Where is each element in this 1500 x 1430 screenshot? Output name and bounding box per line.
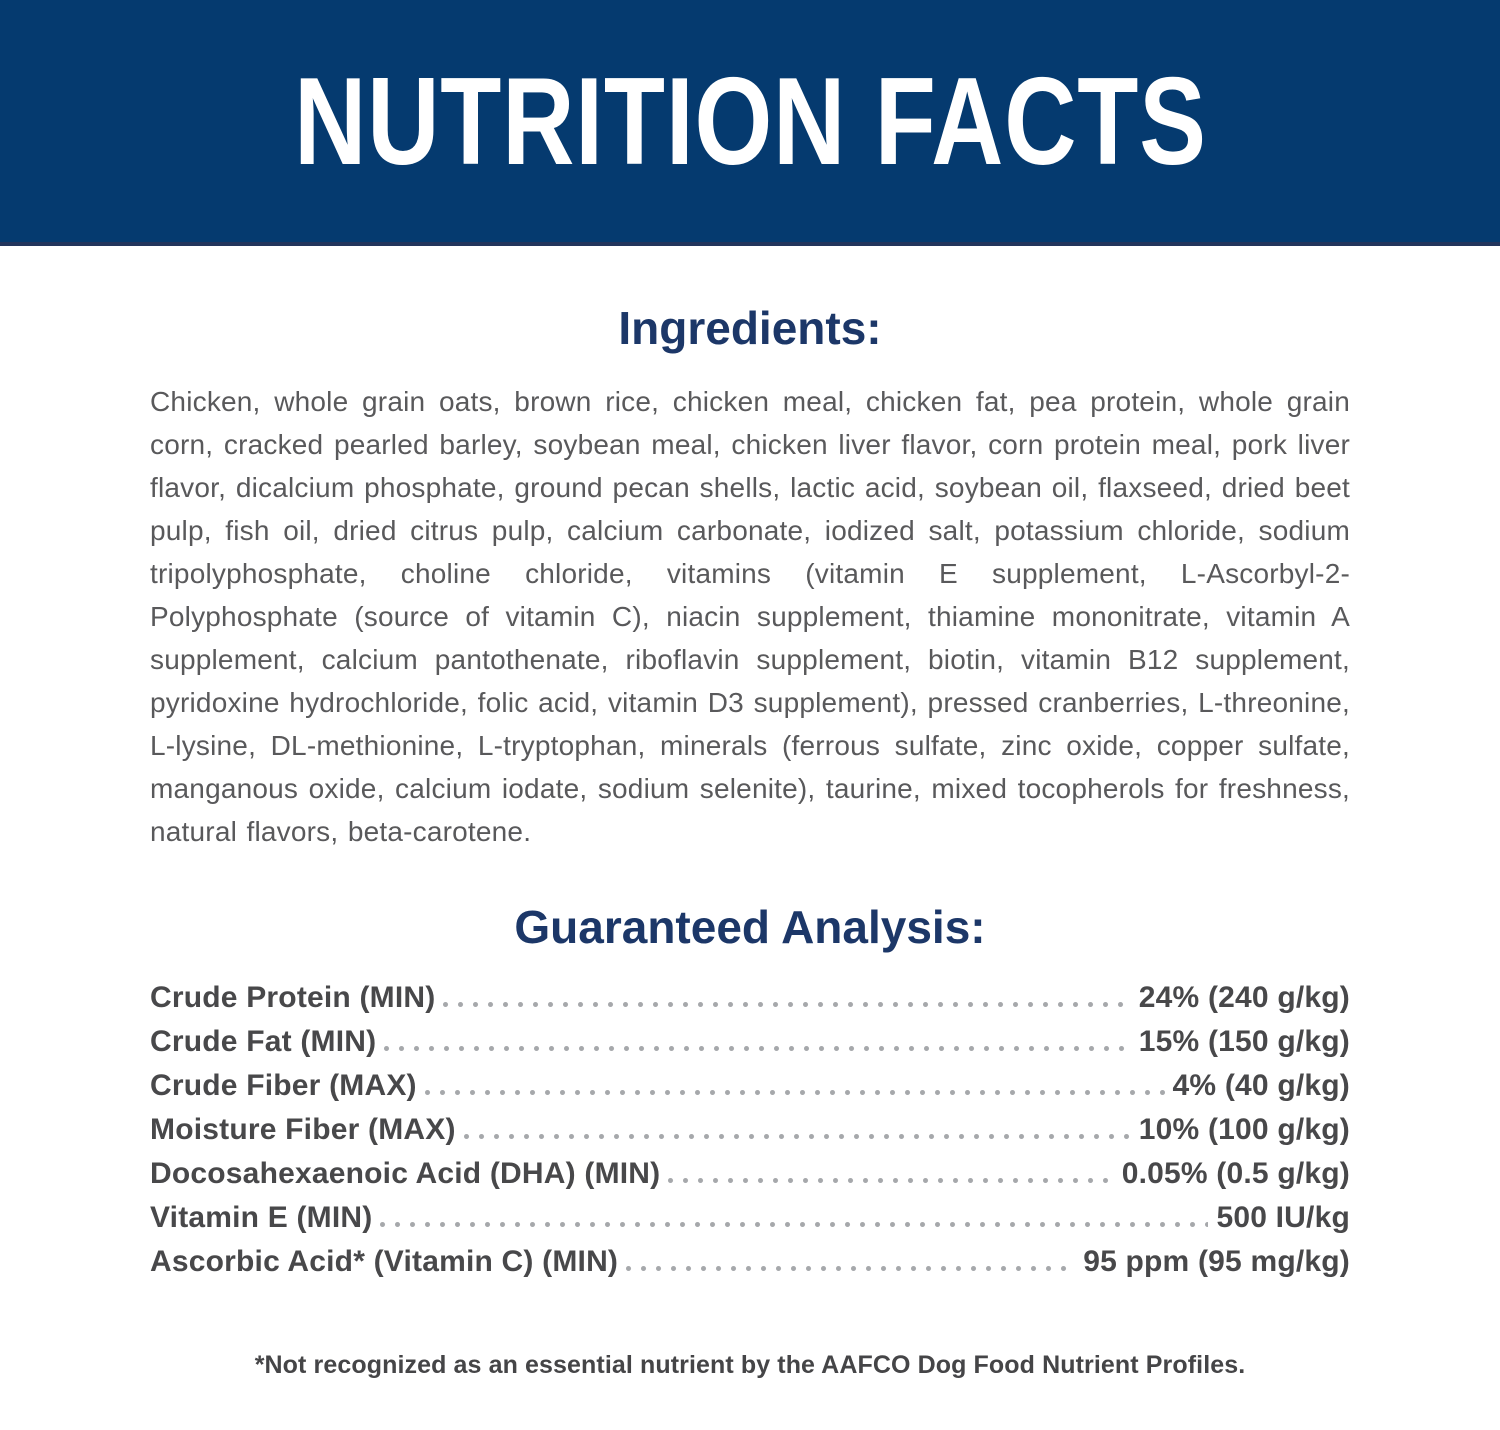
dot-leader: [668, 1178, 1113, 1183]
analysis-row-label: Crude Fiber (MAX): [150, 1069, 417, 1102]
guaranteed-analysis-heading: Guaranteed Analysis:: [514, 901, 986, 953]
analysis-row-dha: [150, 1157, 1350, 1201]
analysis-row-label: Crude Protein (MIN): [150, 981, 436, 1014]
analysis-row-label: Ascorbic Acid* (Vitamin C) (MIN): [150, 1245, 619, 1278]
analysis-row-crude-fiber: [150, 1069, 1350, 1113]
analysis-row-value: 15% (150 g/kg): [1138, 1025, 1350, 1058]
analysis-row-label: Crude Fat (MIN): [150, 1025, 377, 1058]
guaranteed-analysis-table: [150, 981, 1350, 1289]
dot-leader: [443, 1002, 1130, 1007]
analysis-row-vitamin-e: [150, 1201, 1350, 1245]
analysis-row-value: 500 IU/kg: [1216, 1201, 1350, 1234]
analysis-row-label: Docosahexaenoic Acid (DHA) (MIN): [150, 1157, 661, 1190]
analysis-row-crude-protein: [150, 981, 1350, 1025]
analysis-row-label: Moisture Fiber (MAX): [150, 1113, 456, 1146]
aafco-footnote: *Not recognized as an essential nutrient by the AAFCO Dog Food Nutrient Profiles.: [254, 1351, 1246, 1379]
ingredients-heading: Ingredients:: [618, 302, 882, 354]
analysis-row-value: 0.05% (0.5 g/kg): [1121, 1157, 1350, 1190]
analysis-row-label: Vitamin E (MIN): [150, 1201, 373, 1234]
dot-leader: [464, 1134, 1131, 1139]
analysis-row-value: 4% (40 g/kg): [1172, 1069, 1350, 1102]
analysis-row-crude-fat: [150, 1025, 1350, 1069]
analysis-row-ascorbic-acid: [150, 1245, 1350, 1289]
page-title: NUTRITION FACTS: [293, 51, 1207, 191]
dot-leader: [384, 1046, 1130, 1051]
ingredients-paragraph: Chicken, whole grain oats, brown rice, chicken meal, chicken fat, pea protein, whole grain corn, cracked pearled barley, soybean meal, chicken liver flavor, corn protein meal, pork liver flavor, dicalcium phosphate, ground pecan shells, lactic acid, soybean oil, flaxseed, dried beet pulp, fish oil, dried citrus pulp, calcium carbonate, iodized salt, potassium chloride, sodium tripolyphosphate, choline chloride, vitamins (vitamin E supplement, L-Ascorbyl-2-Polyphosphate (source of vitamin C), niacin supplement, thiamine mononitrate, vitamin A supplement, calcium pantothenate, riboflavin supplement, biotin, vitamin B12 supplement, pyridoxine hydrochloride, folic acid, vitamin D3 supplement), pressed cranberries, L-threonine, L-lysine, DL-methionine, L-tryptophan, minerals (ferrous sulfate, zinc oxide, copper sulfate, manganous oxide, calcium iodate, sodium selenite), taurine, mixed tocopherols for freshness, natural flavors, beta-carotene.: [150, 386, 1350, 847]
title-banner: [0, 0, 1500, 246]
analysis-row-value: 24% (240 g/kg): [1138, 981, 1350, 1014]
analysis-row-value: 10% (100 g/kg): [1138, 1113, 1350, 1146]
dot-leader: [425, 1090, 1165, 1095]
analysis-row-moisture-fiber: [150, 1113, 1350, 1157]
dot-leader: [626, 1266, 1075, 1271]
label-content: [150, 302, 1350, 1380]
dot-leader: [380, 1222, 1208, 1227]
analysis-row-value: 95 ppm (95 mg/kg): [1083, 1245, 1350, 1278]
